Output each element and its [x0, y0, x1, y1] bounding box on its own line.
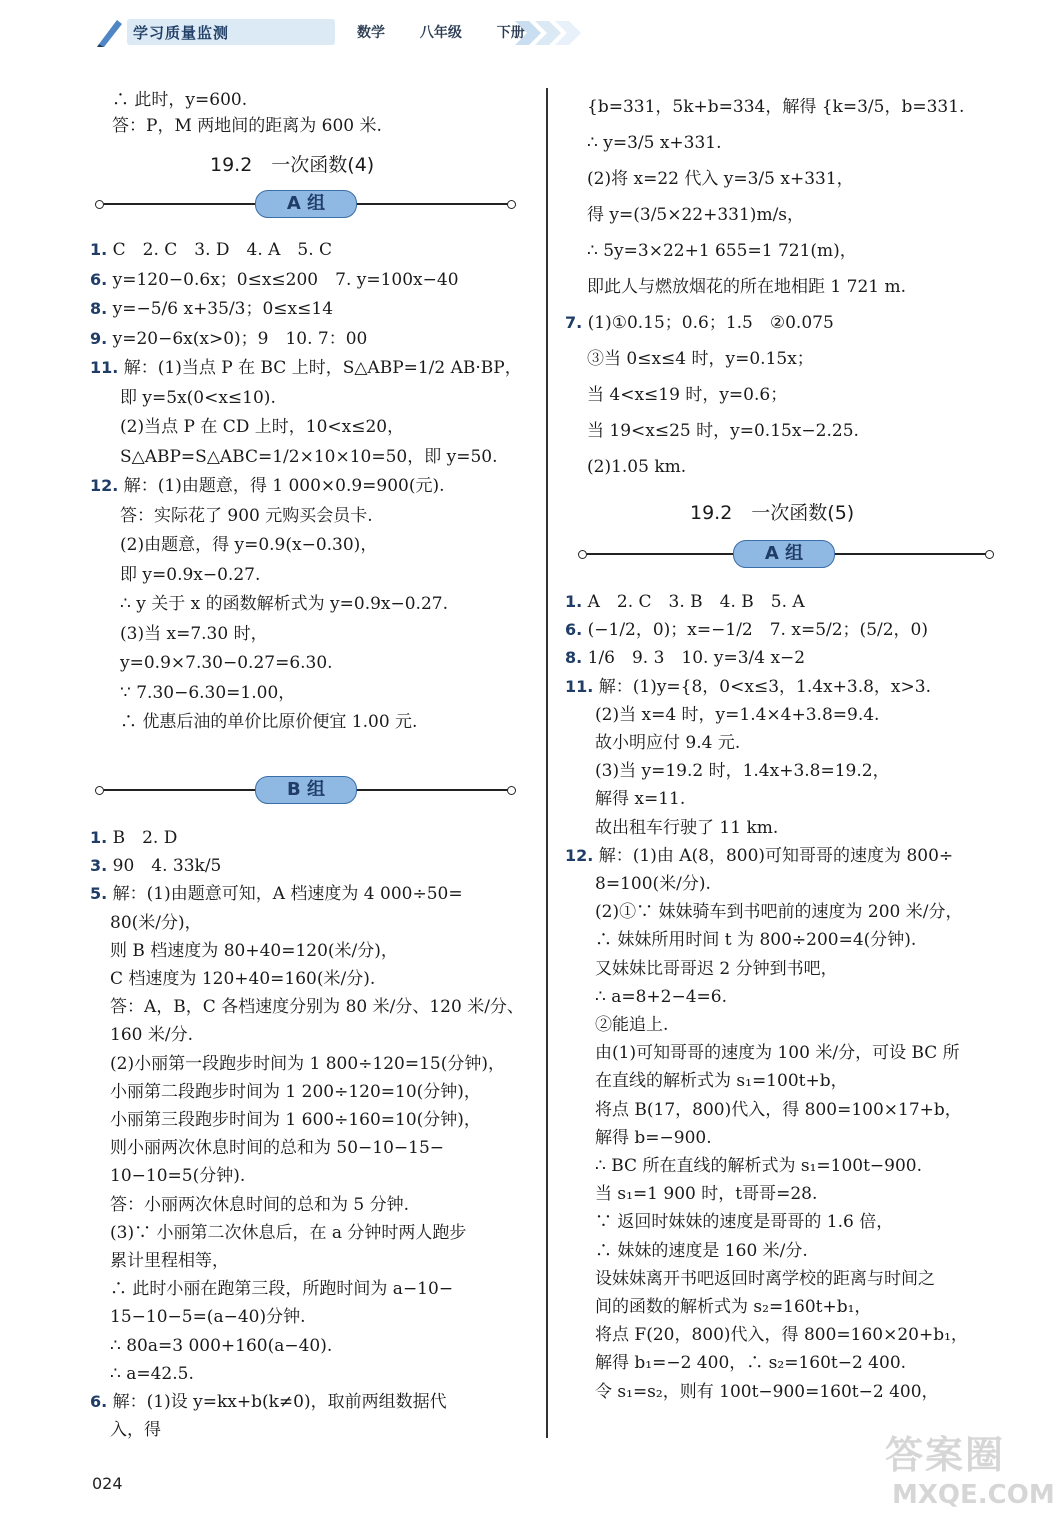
answer-line	[90, 238, 332, 262]
answer-text: 当 4<x≤19 时，y=0.6；	[587, 385, 788, 405]
answer-line	[595, 1295, 871, 1319]
answer-line	[110, 1362, 194, 1386]
answer-text: S△ABP=S△ABC=1/2×10×10=50，即 y=50.	[120, 446, 498, 467]
answer-line	[110, 1249, 229, 1273]
answer-line	[90, 826, 177, 850]
answer-line	[110, 1080, 481, 1104]
answer-text: 解：(1)由 A(8，800)可知哥哥的速度为 800÷	[598, 845, 954, 866]
answer-text: (2)①∵ 妹妹骑车到书吧前的速度为 200 米/分，	[595, 902, 963, 923]
answer-line	[565, 590, 805, 614]
answer-line	[120, 622, 268, 646]
answer-line	[120, 710, 417, 734]
answer-line	[595, 985, 727, 1009]
question-number: 7.	[565, 313, 583, 332]
answer-text: 即 y=0.9x−0.27.	[120, 564, 261, 585]
answer-text: 90 4. 33k/5	[112, 856, 222, 877]
answer-text: (2)小丽第一段跑步时间为 1 800÷120=15(分钟)，	[110, 1053, 505, 1074]
answer-text: ∴ 优惠后油的单价比原价便宜 1.00 元.	[120, 712, 418, 732]
question-number: 1.	[90, 828, 108, 847]
answer-line	[120, 681, 295, 705]
question-number: 9.	[90, 328, 108, 348]
answer-line	[595, 816, 778, 840]
answer-line	[90, 268, 459, 292]
answer-text: B 2. D	[112, 828, 178, 848]
answer-text: (2)由题意，得 y=0.9(x−0.30)，	[120, 535, 378, 555]
answer-text: 1/6 9. 3 10. y=3/4 x−2	[587, 648, 806, 669]
answer-text: ∵ 7.30−6.30=1.00，	[120, 682, 296, 703]
answer-text: 解：(1)当点 P 在 BC 上时，S△ABP=1/2 AB·BP，	[123, 358, 522, 378]
answer-text: 当 19<x≤25 时，y=0.15x−2.25.	[587, 421, 859, 441]
section-title-4: 19.2 一次函数(4)	[210, 154, 375, 176]
answer-text: 又妹妹比哥哥迟 2 分钟到书吧，	[595, 958, 838, 979]
answer-text: 解：(1)y={8，0<x≤3，1.4x+3.8，x>3.	[598, 676, 931, 697]
answer-line	[565, 675, 931, 699]
answer-line	[587, 131, 722, 155]
answer-line	[90, 882, 463, 906]
answer-line	[120, 504, 373, 528]
answer-text: {b=331，5k+b=334，解得 {k=3/5，b=331.	[587, 97, 965, 117]
chevron-decoration-icon	[515, 19, 585, 47]
answer-text: 解：(1)设 y=kx+b(k≠0)，取前两组数据代	[112, 1392, 447, 1412]
question-number: 1.	[90, 240, 108, 259]
answer-line	[587, 203, 804, 227]
answer-line	[110, 967, 375, 991]
answer-text: (2)当 x=4 时，y=1.4×4+3.8=9.4.	[595, 704, 880, 725]
group-a-heading-left	[95, 190, 520, 218]
answer-text: ∴ y 关于 x 的函数解析式为 y=0.9x−0.27.	[120, 594, 448, 614]
answer-line	[587, 383, 787, 407]
answer-text: y=0.9×7.30−0.27=6.30.	[120, 653, 333, 673]
answer-text: 解得 b=−900.	[595, 1127, 712, 1148]
answer-line	[595, 1380, 939, 1404]
answer-text: 答：A，B，C 各档速度分别为 80 米/分、120 米/分、	[110, 997, 524, 1018]
answer-text: 解：(1)由题意可知，A 档速度为 4 000÷50=	[112, 884, 463, 905]
intro-line: ∴ 此时，y=600.	[112, 90, 248, 110]
answer-text: 答：小丽两次休息时间的总和为 5 分钟.	[110, 1194, 410, 1215]
answer-text: 累计里程相等，	[110, 1251, 229, 1271]
answer-line	[110, 1108, 481, 1132]
column-divider	[546, 88, 548, 1438]
answer-line	[595, 1126, 712, 1150]
answer-text: ∴ 5y=3×22+1 655=1 721(m)，	[587, 241, 857, 261]
answer-text: ③当 0≤x≤4 时，y=0.15x；	[587, 349, 814, 369]
answer-line	[595, 731, 740, 755]
answer-text: 设妹妹离开书吧返回时离学校的距离与时间之	[595, 1268, 935, 1289]
answer-text: 小丽第二段跑步时间为 1 200÷120=10(分钟)，	[110, 1081, 481, 1102]
watermark-logo	[880, 1422, 1055, 1522]
answer-line	[595, 1267, 935, 1291]
answer-text: 即 y=5x(0<x≤10).	[120, 387, 276, 408]
question-number: 6.	[90, 1392, 108, 1411]
answer-text: A 2. C 3. B 4. B 5. A	[587, 592, 805, 612]
question-number: 11.	[90, 358, 119, 377]
pencil-icon	[95, 17, 123, 47]
question-number: 12.	[90, 476, 119, 495]
answer-text: ∴ y=3/5 x+331.	[587, 133, 722, 153]
answer-line	[90, 297, 333, 321]
answer-text: 小丽第三段跑步时间为 1 600÷160=10(分钟)，	[110, 1110, 481, 1130]
answer-line	[120, 592, 448, 616]
answer-line	[120, 445, 498, 469]
answer-line	[90, 854, 221, 878]
answer-line	[595, 1154, 922, 1178]
header-subject: 数学	[357, 25, 385, 41]
answer-text: (2)将 x=22 代入 y=3/5 x+331，	[587, 169, 854, 189]
answer-line	[120, 533, 377, 557]
answer-line	[120, 415, 404, 439]
answer-line	[595, 1041, 960, 1065]
answer-line	[110, 1052, 505, 1076]
answer-line	[587, 419, 859, 443]
answer-text: ∴ 妹妹所用时间 t 为 800÷200=4(分钟).	[595, 930, 917, 951]
answer-text: (2)当点 P 在 CD 上时，10<x≤20，	[120, 417, 405, 437]
answer-text: ∵ 返回时妹妹的速度是哥哥的 1.6 倍，	[595, 1212, 894, 1233]
answer-text: 15−10−5=(a−40)分钟.	[110, 1307, 306, 1328]
watermark-text: 答案圈	[885, 1433, 1006, 1477]
answer-text: (3)当 x=7.30 时，	[120, 623, 268, 644]
answer-line	[587, 455, 686, 479]
answer-line	[595, 872, 711, 896]
answer-text: 160 米/分.	[110, 1025, 193, 1046]
answer-line	[110, 1221, 466, 1245]
answer-text: 间的函数的解析式为 s₂=160t+b₁，	[595, 1297, 872, 1317]
question-number: 6.	[565, 620, 583, 640]
answer-text: 故小明应付 9.4 元.	[595, 733, 741, 753]
question-number: 1.	[565, 592, 583, 611]
answer-text: 当 s₁=1 900 时，t哥哥=28.	[595, 1184, 818, 1205]
intro-line: 答：P，M 两地间的距离为 600 米.	[112, 116, 382, 136]
answer-line	[110, 1277, 453, 1301]
answer-line	[565, 311, 834, 335]
answer-line	[565, 618, 928, 642]
answer-text: C 档速度为 120+40=160(米/分).	[110, 969, 376, 989]
answer-text: (2)1.05 km.	[587, 457, 687, 477]
answer-line	[595, 1210, 893, 1234]
answer-line	[587, 167, 854, 191]
answer-text: 解：(1)由题意，得 1 000×0.9=900(元).	[123, 476, 445, 496]
answer-text: 解得 b₁=−2 400，∴ s₂=160t−2 400.	[595, 1353, 907, 1374]
answer-line	[120, 563, 260, 587]
answer-text: 令 s₁=s₂，则有 100t−900=160t−2 400，	[595, 1381, 939, 1402]
answer-text: C 2. C 3. D 4. A 5. C	[112, 240, 333, 260]
answer-text: ∴ a=42.5.	[110, 1363, 194, 1384]
answer-text: 入，得	[110, 1420, 161, 1441]
header-title-box	[127, 19, 335, 45]
answer-text: 由(1)可知哥哥的速度为 100 米/分，可设 BC 所	[595, 1043, 960, 1064]
answer-text: 故出租车行驶了 11 km.	[595, 817, 779, 838]
answer-text: 即此人与燃放烟花的所在地相距 1 721 m.	[587, 277, 906, 297]
answer-text: ∴ 80a=3 000+160(a−40).	[110, 1335, 333, 1356]
answer-line	[587, 95, 964, 119]
answer-text: (−1/2，0)；x=−1/2 7. x=5/2；(5/2，0)	[587, 620, 928, 641]
answer-line	[90, 356, 522, 380]
answer-text: ∴ 此时小丽在跑第三段，所跑时间为 a−10−	[110, 1279, 454, 1300]
answer-line	[595, 1239, 808, 1263]
answer-line	[110, 911, 202, 935]
answer-text: ②能追上.	[595, 1015, 669, 1035]
answer-line	[595, 1098, 962, 1122]
answer-text: 解得 x=11.	[595, 789, 686, 810]
answer-text: 得 y=(3/5×22+331)m/s，	[587, 205, 805, 225]
group-b-label: B 组	[255, 776, 357, 804]
answer-line	[110, 1023, 193, 1047]
question-number: 11.	[565, 676, 594, 696]
group-a-heading-right	[578, 540, 998, 568]
answer-line	[110, 1193, 409, 1217]
answer-text: 则小丽两次休息时间的总和为 50−10−15−	[110, 1138, 445, 1159]
answer-line	[595, 759, 890, 783]
group-a-label-right: A 组	[733, 540, 835, 568]
page-number: 024	[92, 1474, 123, 1493]
question-number: 5.	[90, 884, 108, 904]
answer-text: ∴ BC 所在直线的解析式为 s₁=100t−900.	[595, 1156, 923, 1176]
answer-text: (3)∵ 小丽第二次休息后，在 a 分钟时两人跑步	[110, 1222, 467, 1243]
section-title-5: 19.2 一次函数(5)	[690, 502, 855, 524]
answer-line	[595, 1069, 848, 1093]
answer-line	[595, 928, 916, 952]
answer-text: 10−10=5(分钟).	[110, 1166, 246, 1187]
answer-line	[595, 787, 685, 811]
answer-text: ∴ a=8+2−4=6.	[595, 986, 727, 1007]
answer-text: 在直线的解析式为 s₁=100t+b，	[595, 1071, 848, 1092]
answer-line	[110, 1136, 444, 1160]
answer-line	[110, 1305, 306, 1329]
answer-line	[565, 646, 805, 670]
answer-text: 将点 B(17，800)代入，得 800=100×17+b，	[595, 1099, 962, 1120]
answer-line	[120, 386, 276, 410]
watermark-url: MXQE.COM	[892, 1480, 1055, 1510]
question-number: 12.	[565, 845, 594, 865]
answer-text: 8=100(米/分).	[595, 874, 711, 894]
answer-line	[595, 1013, 668, 1037]
answer-line	[587, 347, 814, 371]
header-title: 学习质量监测	[133, 24, 230, 42]
answer-line	[110, 1164, 245, 1188]
answer-text: (3)当 y=19.2 时，1.4x+3.8=19.2，	[595, 761, 890, 782]
question-number: 3.	[90, 856, 108, 876]
group-b-heading	[95, 776, 520, 804]
answer-text: ∴ 妹妹的速度是 160 米/分.	[595, 1240, 808, 1261]
answer-text: 将点 F(20，800)代入，得 800=160×20+b₁，	[595, 1325, 968, 1346]
answer-text: y=120−0.6x；0≤x≤200 7. y=100x−40	[112, 269, 459, 290]
answer-line	[110, 1418, 161, 1442]
answer-line	[595, 1351, 906, 1375]
question-number: 6.	[90, 269, 108, 289]
answer-text: y=−5/6 x+35/3；0≤x≤14	[112, 299, 334, 319]
answer-text: 则 B 档速度为 80+40=120(米/分)，	[110, 940, 398, 961]
group-a-label: A 组	[255, 190, 357, 218]
answer-line	[595, 900, 962, 924]
answer-line	[110, 939, 398, 963]
answer-line	[110, 995, 524, 1019]
answer-line	[587, 239, 857, 263]
answer-line	[90, 1390, 447, 1414]
answer-line	[595, 1323, 968, 1347]
answer-text: 80(米/分)，	[110, 912, 202, 933]
answer-line	[120, 651, 333, 675]
answer-line	[595, 957, 838, 981]
question-number: 8.	[90, 299, 108, 318]
header-grade: 八年级	[419, 25, 462, 41]
answer-text: (1)①0.15；0.6；1.5 ②0.075	[587, 313, 834, 333]
answer-line	[595, 703, 879, 727]
answer-line	[595, 1182, 817, 1206]
answer-line	[587, 275, 906, 299]
answer-text: y=20−6x(x>0)；9 10. 7：00	[112, 328, 368, 349]
answer-line	[90, 327, 367, 351]
question-number: 8.	[565, 648, 583, 668]
header-term: 下册	[496, 25, 525, 41]
answer-line	[90, 474, 445, 498]
answer-line	[565, 844, 953, 868]
answer-text: 答：实际花了 900 元购买会员卡.	[120, 505, 373, 526]
answer-line	[110, 1334, 332, 1358]
